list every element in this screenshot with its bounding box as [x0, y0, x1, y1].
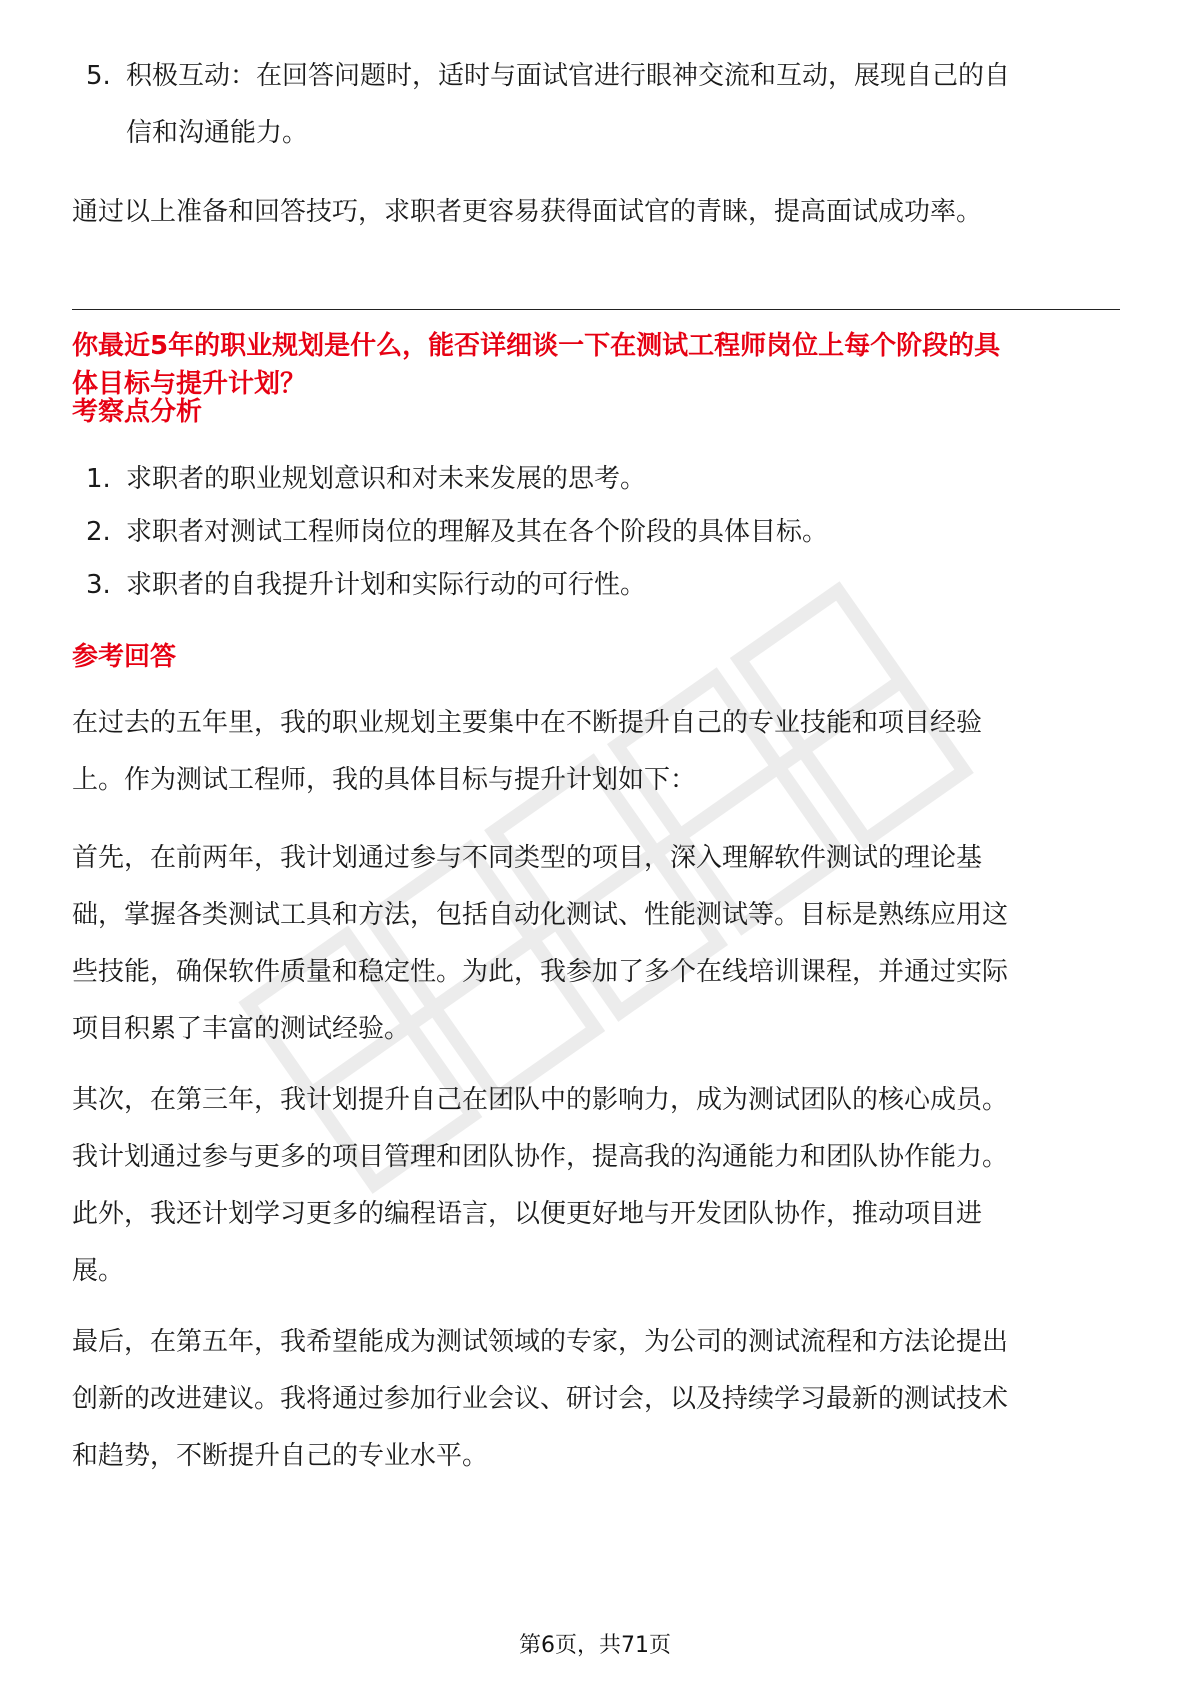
- question-title: [72, 327, 1120, 403]
- list-item: [72, 451, 1120, 508]
- answer-line: 在过去的五年里，我的职业规划主要集中在不断提升自己的专业技能和项目经验: [72, 708, 983, 738]
- section-divider: [72, 309, 1120, 310]
- list-number: 5.: [86, 61, 111, 91]
- list-number: 1.: [86, 464, 111, 494]
- list-item: [72, 504, 1120, 561]
- answer-paragraph: [72, 1314, 1120, 1485]
- answer-line: 首先，在前两年，我计划通过参与不同类型的项目，深入理解软件测试的理论基: [72, 843, 983, 873]
- summary-block: [72, 184, 1120, 241]
- page-number: 第6页，共71页: [519, 1633, 671, 1658]
- question-line: 体目标与提升计划？: [72, 369, 307, 399]
- answer-line: 础，掌握各类测试工具和方法，包括自动化测试、性能测试等。目标是熟练应用这: [72, 900, 1009, 930]
- list-item-text: 信和沟通能力。: [126, 118, 309, 148]
- list-number: 3.: [86, 570, 111, 600]
- answer-heading: 参考回答: [72, 642, 177, 672]
- list-item-text: 求职者的自我提升计划和实际行动的可行性。: [126, 570, 647, 600]
- answer-line: 展。: [72, 1256, 125, 1286]
- answer-line: 项目积累了丰富的测试经验。: [72, 1014, 411, 1044]
- answer-line: 我计划通过参与更多的项目管理和团队协作，提高我的沟通能力和团队协作能力。: [72, 1142, 1009, 1172]
- analysis-heading: 考察点分析: [72, 397, 203, 427]
- list-item-text: 积极互动：在回答问题时，适时与面试官进行眼神交流和互动，展现自己的自: [126, 61, 1011, 91]
- list-item-text: 求职者对测试工程师岗位的理解及其在各个阶段的具体目标。: [126, 517, 829, 547]
- list-item: [72, 557, 1120, 614]
- top-list: [72, 48, 1120, 162]
- summary-paragraph: 通过以上准备和回答技巧，求职者更容易获得面试官的青睐，提高面试成功率。: [72, 197, 983, 227]
- answer-line: 些技能，确保软件质量和稳定性。为此，我参加了多个在线培训课程，并通过实际: [72, 957, 1009, 987]
- answer-paragraph: [72, 1072, 1120, 1300]
- answer-paragraph: [72, 830, 1120, 1058]
- answer-line: 最后，在第五年，我希望能成为测试领域的专家，为公司的测试流程和方法论提出: [72, 1327, 1009, 1357]
- answer-line: 创新的改进建议。我将通过参加行业会议、研讨会，以及持续学习最新的测试技术: [72, 1384, 1009, 1414]
- answer-paragraph: [72, 695, 1120, 809]
- answer-line: 其次，在第三年，我计划提升自己在团队中的影响力，成为测试团队的核心成员。: [72, 1085, 1009, 1115]
- analysis-list: [72, 451, 1120, 614]
- list-item-text: 求职者的职业规划意识和对未来发展的思考。: [126, 464, 647, 494]
- list-number: 2.: [86, 517, 111, 547]
- answer-line: 此外，我还计划学习更多的编程语言，以便更好地与开发团队协作，推动项目进: [72, 1199, 983, 1229]
- question-line: 你最近5年的职业规划是什么，能否详细谈一下在测试工程师岗位上每个阶段的具: [72, 331, 1001, 361]
- answer-line: 和趋势，不断提升自己的专业水平。: [72, 1441, 489, 1471]
- answer-line: 上。作为测试工程师，我的具体目标与提升计划如下：: [72, 765, 697, 795]
- list-item: [72, 48, 1120, 162]
